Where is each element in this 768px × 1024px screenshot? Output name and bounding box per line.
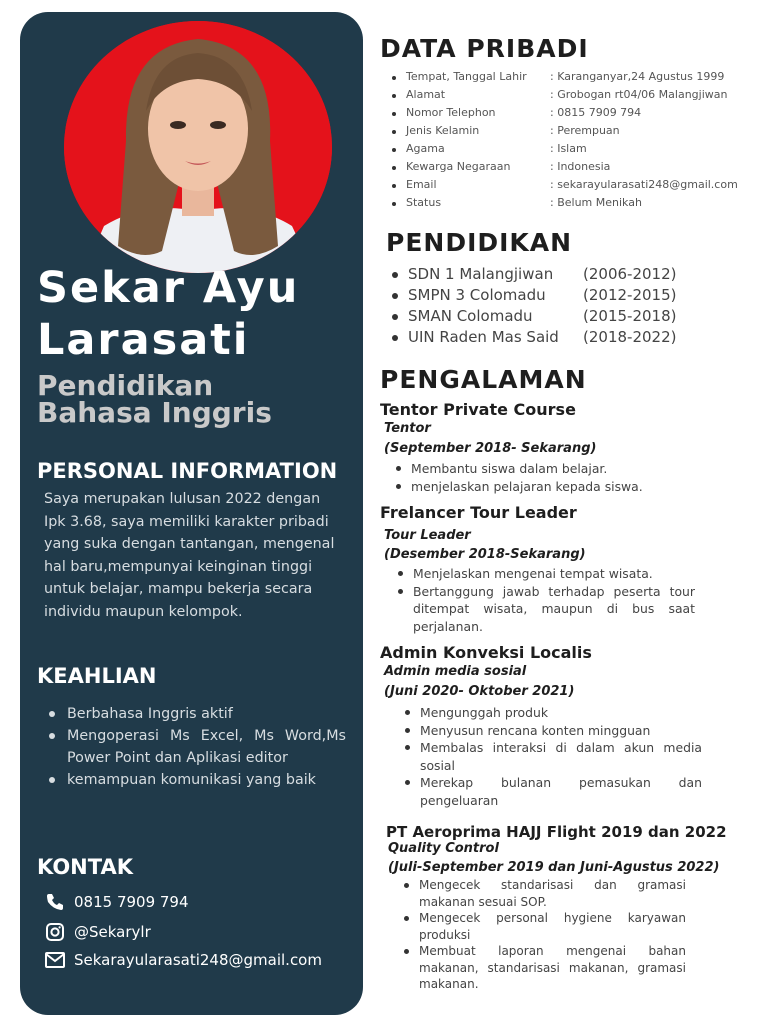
- keahlian-heading: KEAHLIAN: [37, 664, 157, 688]
- mail-icon: [44, 949, 66, 971]
- contact-instagram-text: @Sekarylr: [74, 923, 151, 941]
- job-date: (September 2018- Sekarang): [384, 441, 597, 456]
- name-line-2: Larasati: [37, 315, 250, 365]
- list-item: Berbahasa Inggris aktif: [46, 703, 346, 725]
- list-item: menjelaskan pelajaran kepada siswa.: [393, 478, 693, 496]
- job-task-list: [395, 565, 695, 635]
- kontak-heading: KONTAK: [37, 855, 133, 879]
- list-item: Membuat laporan mengenai bahan makanan, standarisasi makanan, gramasi makanan.: [401, 943, 686, 993]
- contact-phone-text: 0815 7909 794: [74, 893, 189, 911]
- pendidikan-heading: PENDIDIKAN: [386, 228, 573, 257]
- list-item: Membalas interaksi di dalam akun media sosial: [402, 739, 702, 774]
- list-item: Mengoperasi Ms Excel, Ms Word,Ms Power Point dan Aplikasi editor: [46, 725, 346, 769]
- profile-name: [37, 262, 367, 366]
- subtitle-line-1: Pendidikan: [37, 369, 214, 402]
- list-item: Menyusun rencana konten mingguan: [402, 722, 702, 740]
- job-task-list: [393, 460, 693, 495]
- name-line-1: Sekar Ayu: [37, 263, 300, 313]
- contact-phone: [44, 890, 189, 914]
- list-item: Bertanggung jawab terhadap peserta tour ditempat wisata, maupun di bus saat perjalanan.: [395, 583, 695, 636]
- list-item: kemampuan komunikasi yang baik: [46, 769, 346, 791]
- contact-email-text: Sekarayularasati248@gmail.com: [74, 951, 322, 969]
- list-item: Merekap bulanan pemasukan dan pengeluaran: [402, 774, 702, 809]
- keahlian-list: [46, 703, 346, 791]
- instagram-icon: [44, 921, 66, 943]
- job-role: Tour Leader: [384, 528, 471, 543]
- data-pribadi-heading: DATA PRIBADI: [380, 34, 589, 63]
- profile-subtitle: [37, 369, 357, 429]
- job-role: Quality Control: [388, 841, 499, 856]
- list-item: Menjelaskan mengenai tempat wisata.: [395, 565, 695, 583]
- profile-photo: [64, 21, 332, 273]
- phone-icon: [44, 891, 66, 913]
- job-date: (Desember 2018-Sekarang): [384, 547, 586, 562]
- subtitle-line-2: Bahasa Inggris: [37, 396, 272, 429]
- job-role: Tentor: [384, 421, 431, 436]
- job-title: Frelancer Tour Leader: [380, 503, 577, 522]
- personal-information-heading: PERSONAL INFORMATION: [37, 459, 338, 483]
- job-role: Admin media sosial: [384, 664, 527, 679]
- personal-information-text: Saya merupakan lulusan 2022 dengan Ipk 3.68, saya memiliki karakter pribadi yang suka dengan tantangan, mengenal hal baru,mempunyai keinginan tinggi untuk belajar, mampu bekerja secara individu maupun kelompok.: [44, 491, 335, 620]
- list-item: Membantu siswa dalam belajar.: [393, 460, 693, 478]
- pengalaman-heading: PENGALAMAN: [380, 365, 587, 394]
- job-title: PT Aeroprima HAJJ Flight 2019 dan 2022: [386, 823, 727, 841]
- list-item: Mengecek standarisasi dan gramasi makanan sesuai SOP.: [401, 877, 686, 910]
- job-task-list: [402, 704, 702, 809]
- job-date: (Juni 2020- Oktober 2021): [384, 684, 575, 699]
- job-task-list: [401, 877, 686, 993]
- job-date: (Juli-September 2019 dan Juni-Agustus 2022): [388, 860, 720, 875]
- job-title: Admin Konveksi Localis: [380, 643, 592, 662]
- contact-instagram: [44, 920, 151, 944]
- list-item: Mengunggah produk: [402, 704, 702, 722]
- contact-email: [44, 948, 322, 972]
- list-item: Mengecek personal hygiene karyawan produksi: [401, 910, 686, 943]
- job-title: Tentor Private Course: [380, 400, 576, 419]
